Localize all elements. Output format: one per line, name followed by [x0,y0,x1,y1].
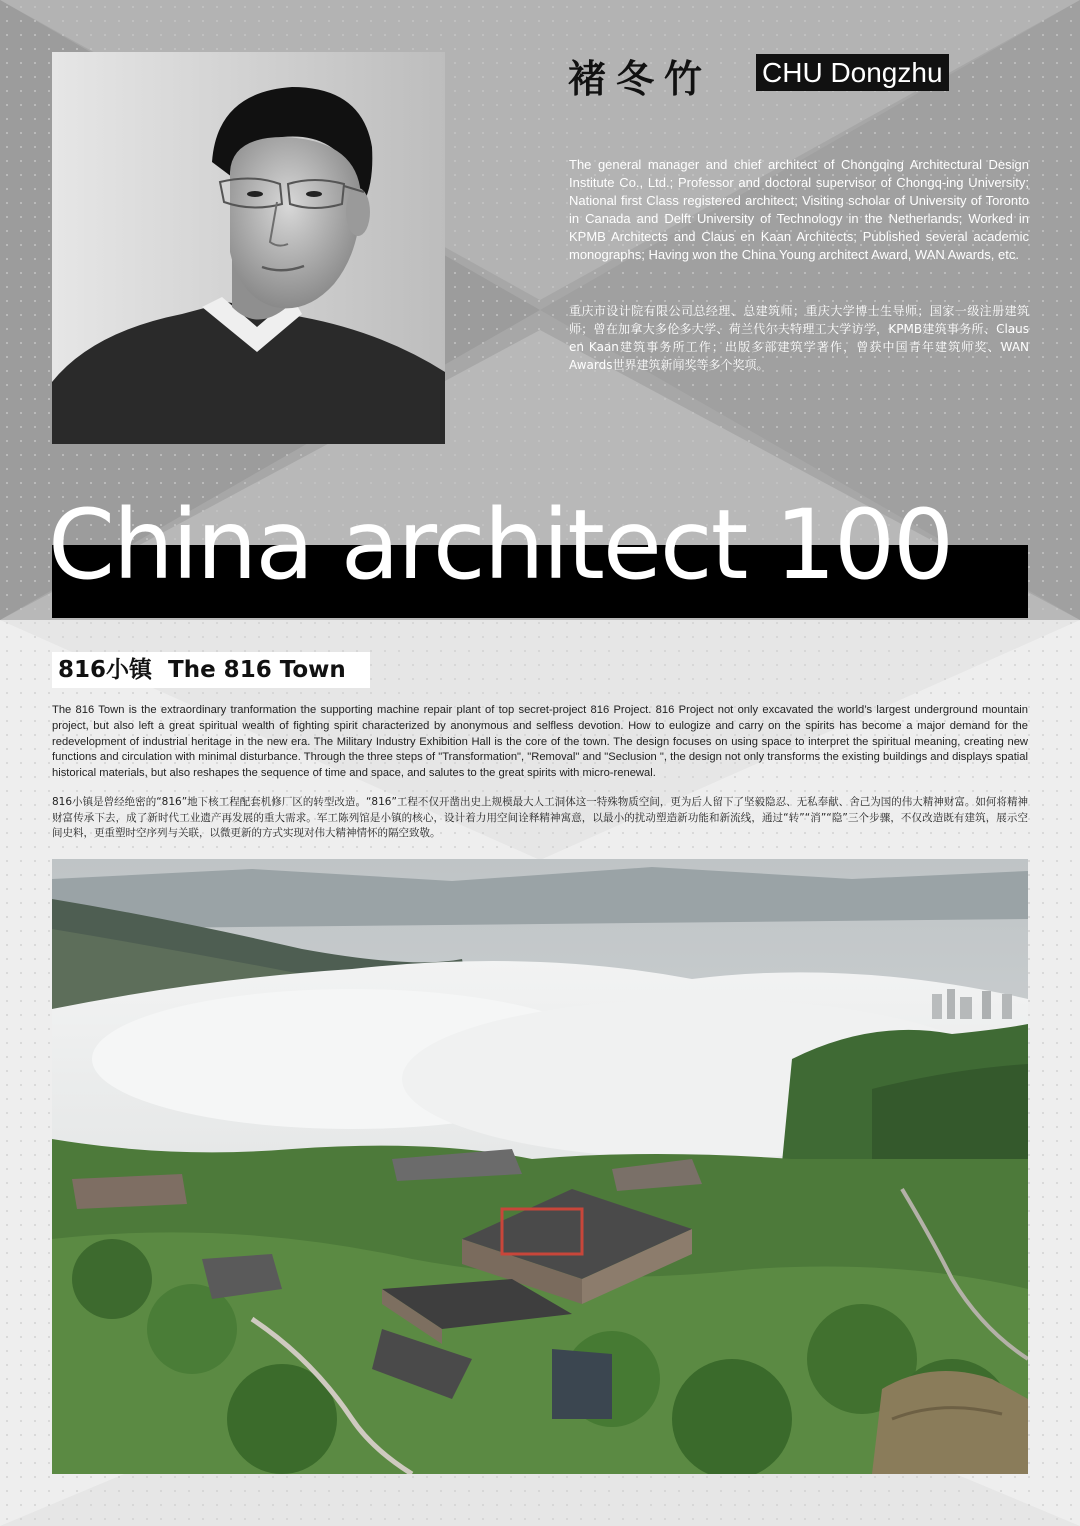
architect-portrait [52,52,445,444]
architect-bio-chinese: 重庆市设计院有限公司总经理、总建筑师；重庆大学博士生导师；国家一级注册建筑师；曾在加拿大多伦多大学、荷兰代尔夫特理工大学访学，KPMB建筑事务所、Claus en Kaan建筑事务所工作；出版多部建筑学著作，曾获中国青年建筑师奖、WAN Awards世界建筑新闻奖等多个奖项。 [569,304,1029,372]
project-title [52,652,370,688]
project-aerial-photo [52,859,1028,1474]
project-description-chinese: 816小镇是曾经绝密的“816”地下核工程配套机修厂区的转型改造。“816”工程不仅开凿出史上规模最大人工洞体这一特殊物质空间，更为后人留下了坚毅隐忍、无私奉献、舍己为国的伟大精神财富。如何将精神财富传承下去，成了新时代工业遗产再发展的重大需求。军工陈列馆是小镇的核心，设计着力用空间诠释精神寓意，以最小的扰动塑造新功能和新流线，通过“转”“消”“隐”三个步骤，不仅改造既有建筑，展示空间史料，更重塑时空序列与关联，以微更新的方式实现对伟大精神情怀的隔空致敬。 [52,796,1028,839]
project-description-english: The 816 Town is the extraordinary tranformation the supporting machine repair plant of top secret-project 816 Project. 816 Project not only excavated the world’s largest underground mountain project, but also left a great spiritual wealth of fighting spirit characterized by anonymous and selfless devotion. How to eulogize and carry on the spirits has become a major demand for the redevelopment of industrial heritage in the new era. The Military Industry Exhibition Hall is the core of the town. The design focuses on using space to interpret the spiritual meaning, creating new functions and circulation with minimal disturbance. Through the three steps of "Transformation", "Removal" and "Seclusion ", the design not only transforms the existing buildings and displays spatial historical materials, but also reshapes the sequence of time and space, and salutes to the great spirits with micro-renewal. [52,704,1028,780]
project-title-chinese: 816小镇 [58,657,153,683]
architect-name-chinese: 褚冬竹 [568,57,713,101]
architect-bio-english: The general manager and chief architect of Chongqing Architectural Design Institute Co., Ltd.; Professor and doctoral supervisor of Chongq-ing University; National first Class registered architect; Visiting scholar of University of Toronto in Canada and Delft University of Technology in the Netherlands; Worked in KPMB Architects and Claus en Kaan Architects; Published several academic monographs; Having won the China Young architect Award, WAN Awards, etc. [569,157,1029,262]
project-title-english: The 816 Town [168,657,346,683]
banner-title: China architect 100 [48,489,953,601]
architect-name-english: CHU Dongzhu [756,54,949,91]
